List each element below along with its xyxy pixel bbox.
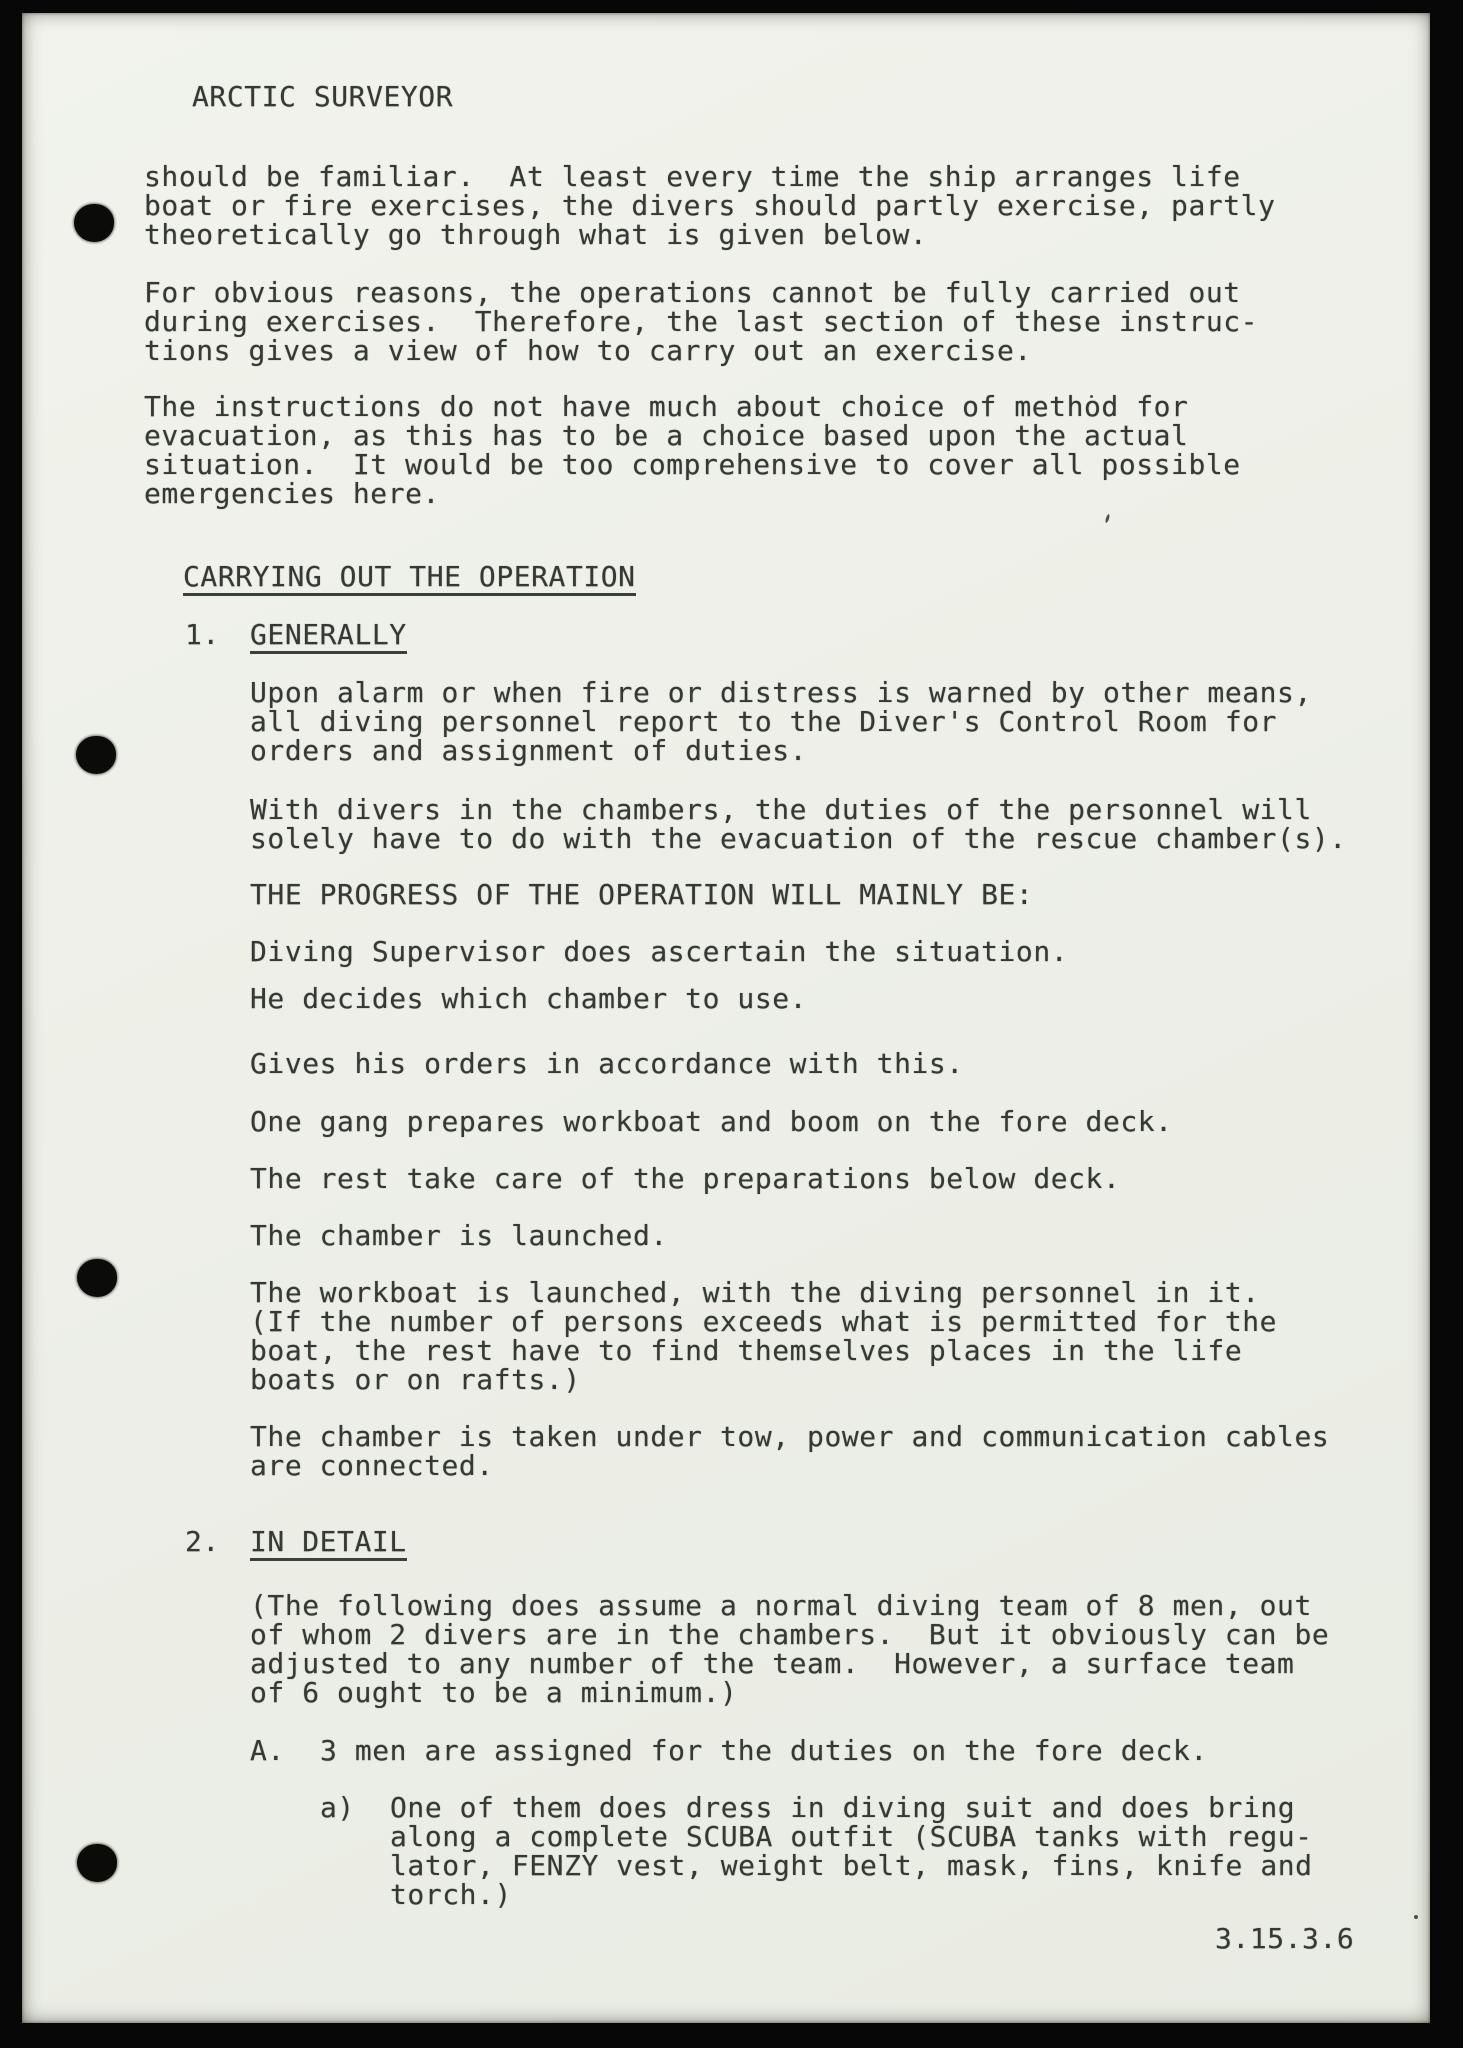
text-line: boat or fire exercises, the divers should partly exercise, partly — [144, 189, 1276, 222]
text-line: evacuation, as this has to be a choice based upon the actual — [144, 419, 1189, 452]
title-text: ARCTIC SURVEYOR — [192, 80, 454, 113]
intro-paragraph-1 — [144, 162, 1275, 249]
section-heading — [183, 562, 636, 596]
text-line: (The following does assume a normal diving team of 8 men, out — [250, 1589, 1312, 1622]
generally-paragraph-9 — [250, 1221, 668, 1250]
text-line: along a complete SCUBA outfit (SCUBA tanks with regu- — [390, 1820, 1313, 1853]
item-2-number: 2. — [185, 1525, 220, 1558]
text-line: boat, the rest have to find themselves places in the life — [250, 1334, 1243, 1367]
document-title — [192, 82, 453, 111]
punch-hole — [77, 1259, 117, 1297]
text-line: all diving personnel report to the Diver's Control Room for — [250, 705, 1278, 738]
text-line: The rest take care of the preparations below deck. — [250, 1162, 1121, 1195]
generally-paragraph-10 — [250, 1278, 1277, 1394]
generally-paragraph-11 — [250, 1422, 1329, 1480]
text-line: solely have to do with the evacuation of the rescue chamber(s). — [250, 822, 1347, 855]
generally-paragraph-3 — [250, 880, 1033, 909]
section-heading-text: CARRYING OUT THE OPERATION — [183, 562, 636, 596]
generally-paragraph-2 — [250, 795, 1347, 853]
text-line: of 6 ought to be a minimum.) — [250, 1676, 738, 1709]
text-line: He decides which chamber to use. — [250, 982, 808, 1015]
text-line: The workboat is launched, with the diving personnel in it. — [250, 1276, 1260, 1309]
text-line: One gang prepares workboat and boom on the fore deck. — [250, 1105, 1173, 1138]
text-line: during exercises. Therefore, the last section of these instruc- — [144, 305, 1259, 338]
intro-paragraph-2 — [144, 278, 1258, 365]
text-line: situation. It would be too comprehensive to cover all possible — [144, 448, 1241, 481]
text-line: orders and assignment of duties. — [250, 734, 808, 767]
item-a-label: a) — [320, 1791, 355, 1824]
punch-hole — [76, 736, 116, 774]
scan-speck — [1414, 1915, 1418, 1919]
text-line: One of them does dress in diving suit and does bring — [390, 1791, 1296, 1824]
text-line: tions gives a view of how to carry out an exercise. — [144, 334, 1032, 367]
item-1-number: 1. — [185, 618, 220, 651]
text-line: lator, FENZY vest, weight belt, mask, fins, knife and — [390, 1849, 1313, 1882]
generally-paragraph-4 — [250, 937, 1068, 966]
text-line: (If the number of persons exceeds what is permitted for the — [250, 1305, 1278, 1338]
text-line: adjusted to any number of the team. However, a surface team — [250, 1647, 1295, 1680]
text-line: THE PROGRESS OF THE OPERATION WILL MAINLY BE: — [250, 878, 1034, 911]
item-A-text — [320, 1736, 1208, 1765]
generally-paragraph-1 — [250, 678, 1312, 765]
intro-paragraph-3 — [144, 392, 1241, 508]
text-line: The instructions do not have much about choice of method for — [144, 390, 1189, 423]
page-number: 3.15.3.6 — [1215, 1922, 1355, 1955]
text-line: theoretically go through what is given below. — [144, 218, 928, 251]
text-line: Diving Supervisor does ascertain the situation. — [250, 935, 1069, 968]
text-line: Gives his orders in accordance with this. — [250, 1047, 964, 1080]
generally-paragraph-7 — [250, 1107, 1173, 1136]
detail-intro-paragraph — [250, 1591, 1329, 1707]
generally-paragraph-5 — [250, 984, 807, 1013]
generally-paragraph-6 — [250, 1049, 964, 1078]
text-line: should be familiar. At least every time the ship arranges life — [144, 160, 1241, 193]
text-line: are connected. — [250, 1449, 494, 1482]
item-2-heading: IN DETAIL — [250, 1527, 407, 1561]
text-line: Upon alarm or when fire or distress is warned by other means, — [250, 676, 1312, 709]
text-line: emergencies here. — [144, 477, 440, 510]
text-line: With divers in the chambers, the duties of the personnel will — [250, 793, 1312, 826]
text-line: boats or on rafts.) — [250, 1363, 581, 1396]
text-line: of whom 2 divers are in the chambers. But it obviously can be — [250, 1618, 1330, 1651]
text-line: The chamber is taken under tow, power and communication cables — [250, 1420, 1330, 1453]
text-line: The chamber is launched. — [250, 1219, 668, 1252]
generally-paragraph-8 — [250, 1164, 1120, 1193]
item-1-heading: GENERALLY — [250, 620, 407, 654]
item-A-label: A. — [250, 1734, 285, 1767]
item-a-text — [390, 1793, 1313, 1909]
punch-hole — [74, 204, 114, 242]
text-line: For obvious reasons, the operations cannot be fully carried out — [144, 276, 1241, 309]
text-line: torch.) — [390, 1878, 512, 1911]
text-line: 3 men are assigned for the duties on the fore deck. — [320, 1734, 1208, 1767]
punch-hole — [77, 1844, 117, 1882]
